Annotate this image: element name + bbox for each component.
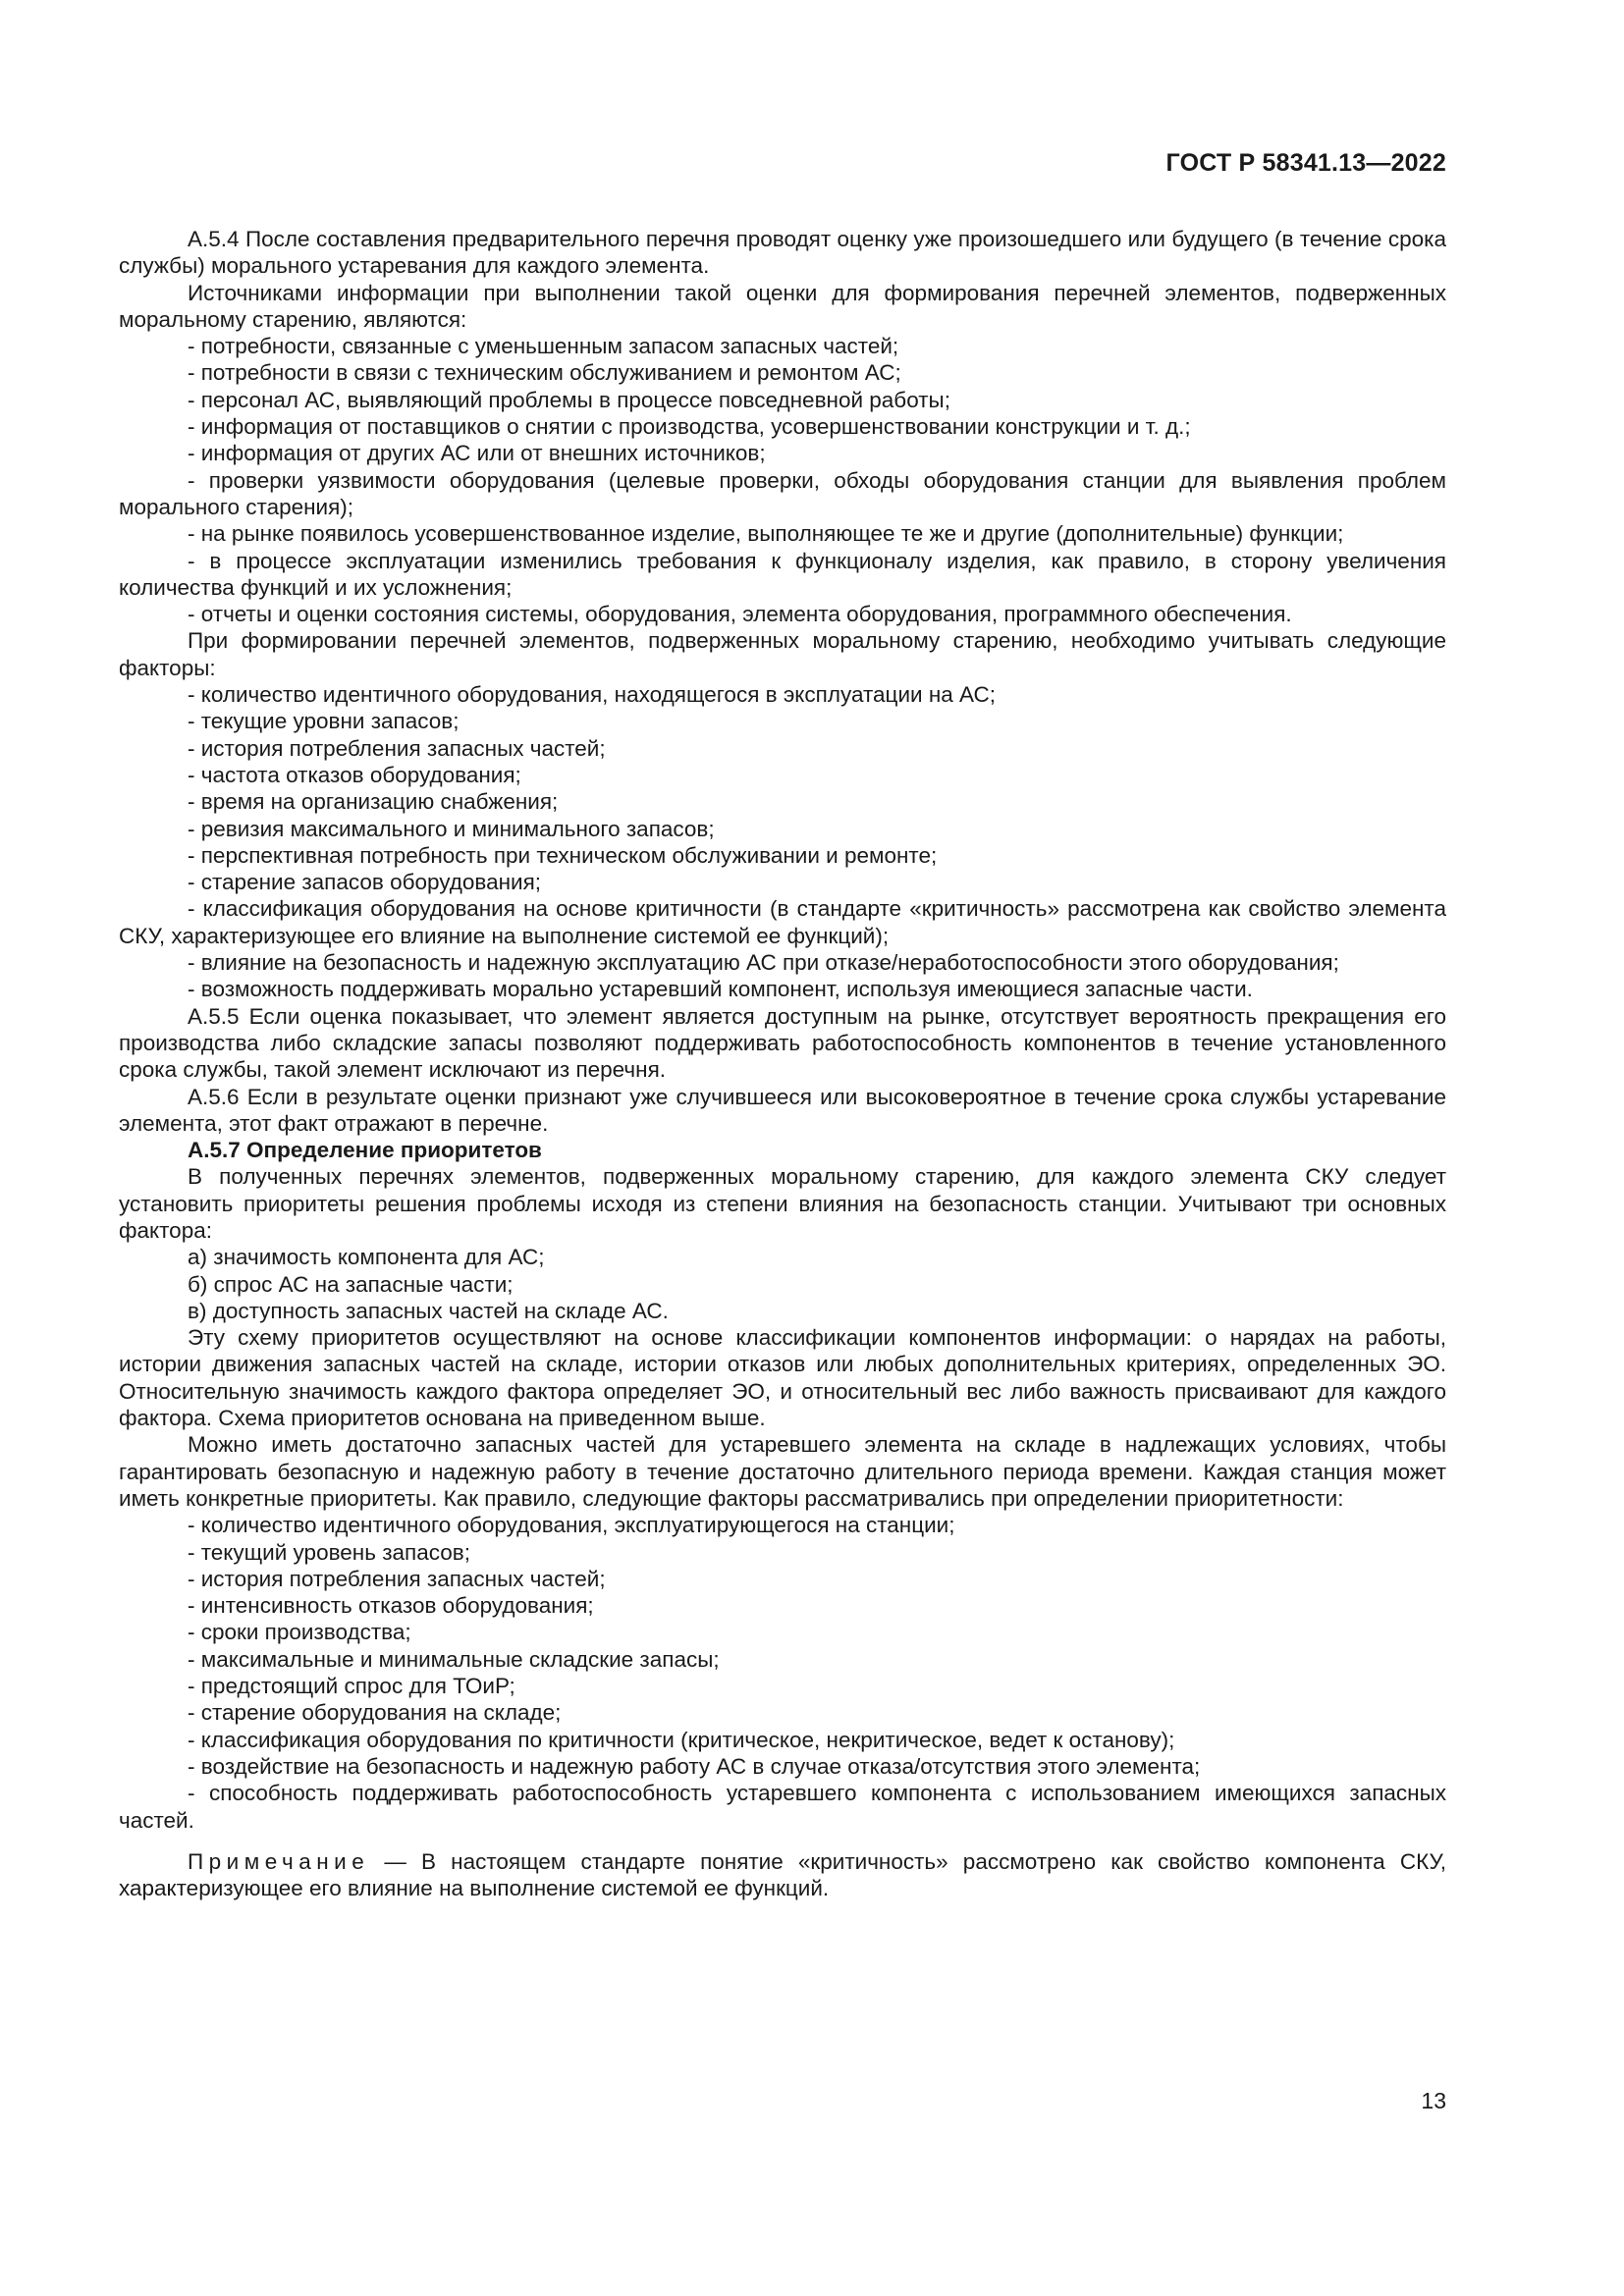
- list-item: - частота отказов оборудования;: [188, 762, 521, 787]
- list-item: - классификация оборудования по критичности (критическое, некритическое, ведет к останову);: [188, 1727, 1175, 1752]
- list-item: - отчеты и оценки состояния системы, оборудования, элемента оборудования, программного обеспечения.: [188, 602, 1292, 627]
- page-number: 13: [1421, 2088, 1446, 2113]
- paragraph: Можно иметь достаточно запасных частей для устаревшего элемента на складе в надлежащих условиях, чтобы гарантировать безопасную и надежную работу в течение достаточно длительного периода времени. Каждая станция может иметь конкретные приоритеты. Как правило, следующие факторы рассматривались при определении приоритетности:: [119, 1432, 1446, 1511]
- list-item: - сроки производства;: [188, 1620, 411, 1645]
- section-heading: А.5.7 Определение приоритетов: [188, 1138, 542, 1163]
- paragraph: А.5.4 После составления предварительного перечня проводят оценку уже произошедшего или будущего (в течение срока службы) морального устаревания для каждого элемента.: [119, 227, 1446, 279]
- list-item: - потребности, связанные с уменьшенным запасом запасных частей;: [188, 334, 899, 359]
- list-item: - история потребления запасных частей;: [188, 1566, 606, 1591]
- body-text: [119, 226, 1446, 1901]
- paragraph: А.5.6 Если в результате оценки признают уже случившееся или высоковероятное в течение срока службы устаревание элемента, этот факт отражают в перечне.: [119, 1084, 1446, 1136]
- note: [119, 1848, 1446, 1902]
- note-text: — В настоящем стандарте понятие «критичность» рассмотрено как свойство компонента СКУ, характеризующее его влияние на выполнение системой ее функций.: [119, 1848, 1446, 1901]
- list-item: б) спрос АС на запасные части;: [188, 1271, 514, 1297]
- paragraph: А.5.5 Если оценка показывает, что элемент является доступным на рынке, отсутствует вероятность прекращения его производства либо складские запасы позволяют поддерживать работоспособность компонентов в течение установленного срока службы, такой элемент исключают из перечня.: [119, 1003, 1446, 1083]
- list-item: - время на организацию снабжения;: [188, 789, 559, 815]
- list-item: - на рынке появилось усовершенствованное изделие, выполняющее те же и другие (дополнительные) функции;: [188, 521, 1344, 547]
- list-item: - проверки уязвимости оборудования (целевые проверки, обходы оборудования станции для выявления проблем морального старения);: [119, 467, 1446, 519]
- list-item: - персонал АС, выявляющий проблемы в процессе повседневной работы;: [188, 387, 950, 412]
- list-item: - потребности в связи с техническим обслуживанием и ремонтом АС;: [188, 360, 901, 386]
- list-item: - возможность поддерживать морально устаревший компонент, используя имеющиеся запасные части.: [188, 977, 1253, 1002]
- list-item: - интенсивность отказов оборудования;: [188, 1593, 594, 1619]
- list-item: - способность поддерживать работоспособность устаревшего компонента с использованием имеющихся запасных частей.: [119, 1781, 1446, 1833]
- list-item: - история потребления запасных частей;: [188, 735, 606, 761]
- list-item: - перспективная потребность при техническом обслуживании и ремонте;: [188, 842, 938, 868]
- paragraph: Источниками информации при выполнении такой оценки для формирования перечней элементов, подверженных моральному старению, являются:: [119, 280, 1446, 332]
- paragraph: В полученных перечнях элементов, подверженных моральному старению, для каждого элемента СКУ следует установить приоритеты решения проблемы исходя из степени влияния на безопасность станции. Учитывают три основных фактора:: [119, 1164, 1446, 1243]
- list-item: - старение оборудования на складе;: [188, 1700, 562, 1726]
- list-item: - количество идентичного оборудования, эксплуатирующегося на станции;: [188, 1513, 955, 1538]
- list-item: в) доступность запасных частей на складе АС.: [188, 1298, 669, 1323]
- list-item: - классификация оборудования на основе критичности (в стандарте «критичность» рассмотрена как свойство элемента СКУ, характеризующее его влияние на выполнение системой ее функций);: [119, 896, 1446, 948]
- paragraph: Эту схему приоритетов осуществляют на основе классификации компонентов информации: о нарядах на работы, истории движения запасных частей на складе, истории отказов или любых дополнительных критериях, определенных ЭО. Относительную значимость каждого фактора определяет ЭО, и относительный вес либо важность присваивают для каждого фактора. Схема приоритетов основана на приведенном выше.: [119, 1325, 1446, 1431]
- list-item: - старение запасов оборудования;: [188, 870, 542, 895]
- paragraph: При формировании перечней элементов, подверженных моральному старению, необходимо учитывать следующие факторы:: [119, 628, 1446, 680]
- list-item: - воздействие на безопасность и надежную работу АС в случае отказа/отсутствия этого элемента;: [188, 1753, 1201, 1779]
- list-item: - информация от других АС или от внешних источников;: [188, 441, 766, 466]
- list-item: - текущий уровень запасов;: [188, 1539, 470, 1565]
- list-item: - текущие уровни запасов;: [188, 709, 460, 734]
- note-label: Примечание: [188, 1848, 370, 1874]
- list-item: - в процессе эксплуатации изменились требования к функционалу изделия, как правило, в сторону увеличения количества функций и их усложнения;: [119, 548, 1446, 600]
- list-item: - информация от поставщиков о снятии с производства, усовершенствовании конструкции и т. д.;: [188, 414, 1191, 440]
- standard-designation: ГОСТ Р 58341.13—2022: [1165, 149, 1446, 177]
- list-item: - количество идентичного оборудования, находящегося в эксплуатации на АС;: [188, 682, 997, 708]
- list-item: - ревизия максимального и минимального запасов;: [188, 816, 715, 841]
- list-item: - влияние на безопасность и надежную эксплуатацию АС при отказе/неработоспособности этого оборудования;: [188, 950, 1339, 976]
- list-item: - максимальные и минимальные складские запасы;: [188, 1646, 720, 1672]
- list-item: - предстоящий спрос для ТОиР;: [188, 1674, 515, 1699]
- list-item: а) значимость компонента для АС;: [188, 1245, 545, 1270]
